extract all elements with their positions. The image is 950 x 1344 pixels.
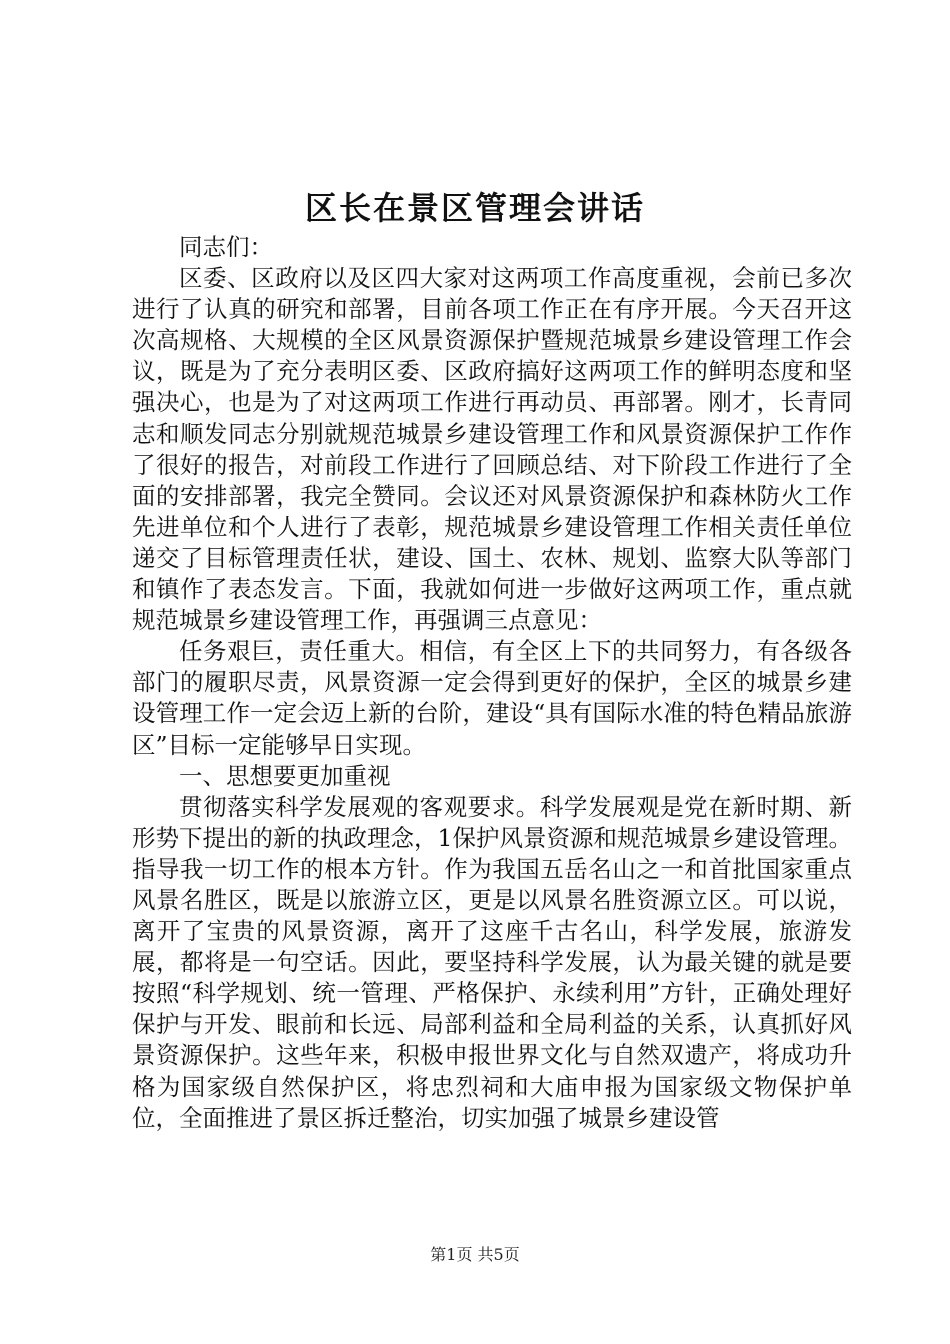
paragraph-intro: 区委、区政府以及区四大家对这两项工作高度重视，会前已多次进行了认真的研究和部署，目前各项工作正在有序开展。今天召开这次高规格、大规模的全区风景资源保护暨规范城景乡建设管理工作会议，既是为了充分表明区委、区政府搞好这两项工作的鲜明态度和坚强决心，也是为了对这两项工作进行再动员、再部署。刚才，长青同志和顺发同志分别就规范城景乡建设管理工作和风景资源保护工作作了很好的报告，对前段工作进行了回顾总结、对下阶段工作进行了全面的安排部署，我完全赞同。会议还对风景资源保护和森林防火工作先进单位和个人进行了表彰，规范城景乡建设管理工作相关责任单位递交了目标管理责任状，建设、国土、农林、规划、监察大队等部门和镇作了表态发言。下面，我就如何进一步做好这两项工作，重点就规范城景乡建设管理工作，再强调三点意见： — [132, 264, 852, 635]
section-heading-1: 一、思想要更加重视 — [179, 761, 391, 790]
paragraph-section-1: 贯彻落实科学发展观的客观要求。科学发展观是党在新时期、新形势下提出的新的执政理念，1保护风景资源和规范城景乡建设管理。指导我一切工作的根本方针。作为我国五岳名山之一和首批国家重点风景名胜区，既是以旅游立区，更是以风景名胜资源立区。可以说，离开了宝贵的风景资源，离开了这座千古名山，科学发展，旅游发展，都将是一句空话。因此，要坚持科学发展，认为最关键的就是要按照“科学规划、统一管理、严格保护、永续利用”方针，正确处理好保护与开发、眼前和长远、局部利益和全局利益的关系，认真抓好风景资源保护。这些年来，积极申报世界文化与自然双遗产，将成功升格为国家级自然保护区，将忠烈祠和大庙申报为国家级文物保护单位，全面推进了景区拆迁整治，切实加强了城景乡建设管 — [132, 792, 852, 1132]
page-footer: 第1页 共5页 — [430, 1245, 520, 1264]
document-title: 区长在景区管理会讲话 — [304, 189, 645, 227]
document-body — [132, 232, 852, 1134]
paragraph-salutation: 同志们： — [179, 233, 273, 261]
paragraph-summary: 任务艰巨，责任重大。相信，有全区上下的共同努力，有各级各部门的履职尽责，风景资源一定会得到更好的保护，全区的城景乡建设管理工作一定会迈上新的台阶，建设“具有国际水准的特色精品旅游区”目标一定能够早日实现。 — [132, 637, 852, 759]
